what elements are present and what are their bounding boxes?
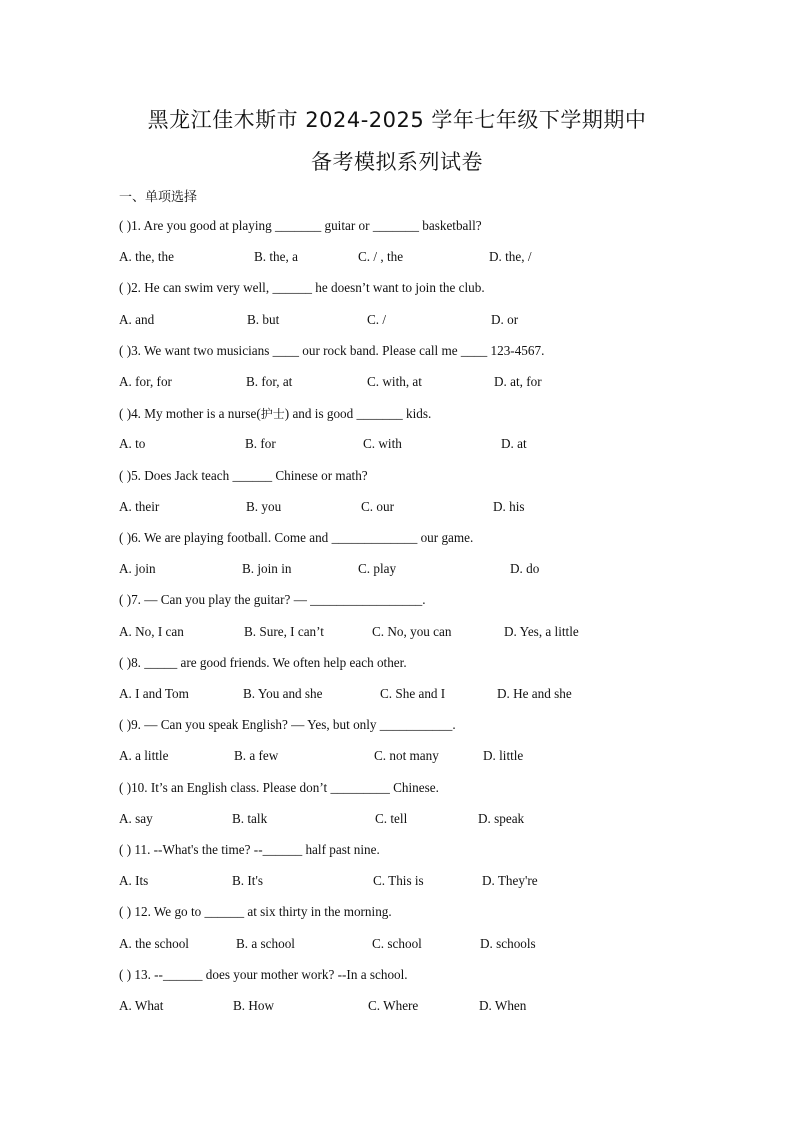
option-c: C. / — [367, 312, 387, 327]
question-10-options — [0, 811, 794, 833]
question-3 — [0, 343, 794, 365]
question-8 — [0, 655, 794, 677]
option-a: A. their — [119, 499, 160, 514]
option-c: C. not many — [374, 748, 439, 763]
question-9 — [0, 717, 794, 739]
option-a: A. What — [119, 998, 164, 1013]
question-1 — [0, 218, 794, 240]
section-heading: 一、单项选择 — [119, 190, 198, 205]
question-stem: ( )8. _____ are good friends. We often help each other. — [119, 655, 407, 670]
stem-chinese-gloss: 护士 — [260, 407, 285, 421]
question-9-options — [0, 748, 794, 770]
option-d: D. They're — [482, 873, 538, 888]
question-3-options — [0, 374, 794, 396]
option-b: B. a few — [234, 748, 279, 763]
option-b: B. a school — [236, 936, 295, 951]
option-c: C. Where — [368, 998, 419, 1013]
option-a: A. I and Tom — [119, 686, 189, 701]
option-b: B. Sure, I can’t — [244, 624, 324, 639]
question-stem: ( )9. — Can you speak English? — Yes, but only ___________. — [119, 717, 456, 732]
option-d: D. speak — [478, 811, 525, 826]
stem-before: ( )4. My mother is a nurse( — [119, 406, 261, 421]
option-a: A. say — [119, 811, 153, 826]
question-6 — [0, 530, 794, 552]
question-5 — [0, 468, 794, 490]
option-d: D. little — [483, 748, 524, 763]
option-d: D. his — [493, 499, 525, 514]
option-b: B. for — [245, 436, 276, 451]
option-b: B. the, a — [254, 249, 298, 264]
option-a: A. join — [119, 561, 156, 576]
question-stem: ( )3. We want two musicians ____ our rock band. Please call me ____ 123-4567. — [119, 343, 545, 358]
question-2 — [0, 280, 794, 302]
option-b: B. for, at — [246, 374, 293, 389]
question-stem — [119, 405, 431, 422]
option-c: C. / , the — [358, 249, 404, 264]
question-11 — [0, 842, 794, 864]
option-b: B. You and she — [243, 686, 323, 701]
question-stem: ( ) 11. --What's the time? --______ half past nine. — [119, 842, 380, 857]
question-stem: ( ) 12. We go to ______ at six thirty in the morning. — [119, 904, 392, 919]
question-stem: ( )1. Are you good at playing _______ guitar or _______ basketball? — [119, 218, 482, 233]
stem-after: ) and is good _______ kids. — [284, 406, 432, 421]
option-c: C. This is — [373, 873, 424, 888]
option-c: C. our — [361, 499, 394, 514]
question-5-options — [0, 499, 794, 521]
option-a: A. and — [119, 312, 155, 327]
option-a: A. No, I can — [119, 624, 184, 639]
option-d: D. at, for — [494, 374, 542, 389]
option-d: D. the, / — [489, 249, 532, 264]
question-11-options — [0, 873, 794, 895]
question-2-options — [0, 312, 794, 334]
option-b: B. talk — [232, 811, 268, 826]
question-stem: ( )2. He can swim very well, ______ he doesn’t want to join the club. — [119, 280, 485, 295]
option-c: C. play — [358, 561, 397, 576]
option-c: C. No, you can — [372, 624, 452, 639]
question-stem: ( )6. We are playing football. Come and _____________ our game. — [119, 530, 474, 545]
option-d: D. He and she — [497, 686, 572, 701]
question-12 — [0, 904, 794, 926]
question-7 — [0, 592, 794, 614]
option-a: A. a little — [119, 748, 169, 763]
question-1-options — [0, 249, 794, 271]
question-stem: ( ) 13. --______ does your mother work? --In a school. — [119, 967, 408, 982]
question-13 — [0, 967, 794, 989]
option-a: A. the school — [119, 936, 189, 951]
question-6-options — [0, 561, 794, 583]
question-10 — [0, 780, 794, 802]
option-a: A. the, the — [119, 249, 174, 264]
question-4-options — [0, 436, 794, 458]
question-7-options — [0, 624, 794, 646]
option-c: C. tell — [375, 811, 408, 826]
option-d: D. When — [479, 998, 527, 1013]
option-b: B. It's — [232, 873, 263, 888]
option-b: B. join in — [242, 561, 292, 576]
option-b: B. How — [233, 998, 275, 1013]
option-b: B. you — [246, 499, 282, 514]
option-a: A. for, for — [119, 374, 172, 389]
option-c: C. school — [372, 936, 422, 951]
question-12-options — [0, 936, 794, 958]
title-line-2: 备考模拟系列试卷 — [311, 150, 483, 174]
question-stem: ( )5. Does Jack teach ______ Chinese or math? — [119, 468, 368, 483]
option-c: C. with, at — [367, 374, 422, 389]
question-stem: ( )7. — Can you play the guitar? — _________________. — [119, 592, 426, 607]
option-d: D. Yes, a little — [504, 624, 579, 639]
option-b: B. but — [247, 312, 280, 327]
option-c: C. with — [363, 436, 402, 451]
option-a: A. Its — [119, 873, 149, 888]
option-c: C. She and I — [380, 686, 446, 701]
option-a: A. to — [119, 436, 146, 451]
question-8-options — [0, 686, 794, 708]
question-stem: ( )10. It’s an English class. Please don’t _________ Chinese. — [119, 780, 439, 795]
question-13-options — [0, 998, 794, 1020]
question-4 — [0, 405, 794, 427]
title-line-1: 黑龙江佳木斯市 2024-2025 学年七年级下学期期中 — [147, 108, 647, 132]
option-d: D. at — [501, 436, 527, 451]
option-d: D. do — [510, 561, 540, 576]
option-d: D. schools — [480, 936, 536, 951]
option-d: D. or — [491, 312, 519, 327]
